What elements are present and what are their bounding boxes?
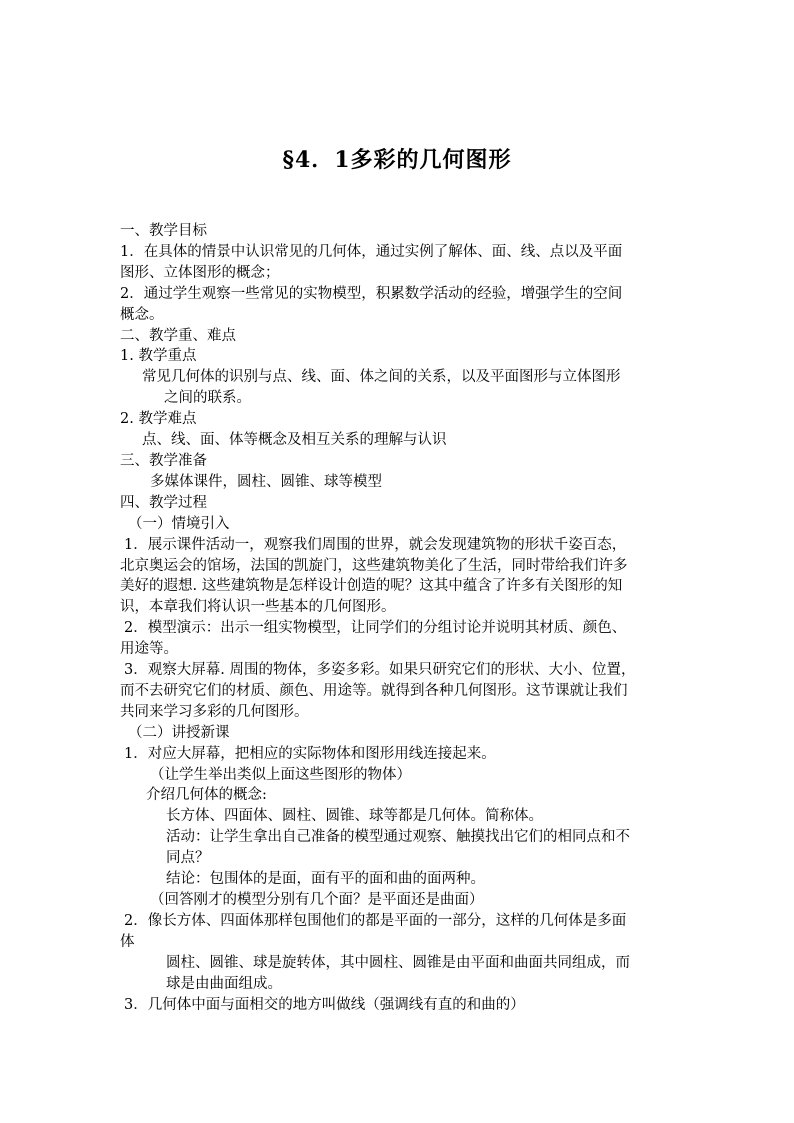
paragraph-line: 同点？ — [166, 850, 210, 867]
paragraph-line: 识，本章我们将认识一些基本的几何图形。 — [120, 599, 396, 616]
paragraph-line: 2．像长方体、四面体那样包围他们的都是平面的一部分，这样的几何体是多面 — [124, 912, 627, 929]
paragraph-line: 图形、立体图形的概念； — [120, 264, 280, 281]
paragraph-line: 多媒体课件，圆柱、圆锥、球等模型 — [150, 473, 382, 490]
paragraph-line: 3．观察大屏幕. 周围的物体，多姿多彩。如果只研究它们的形状、大小、位置， — [124, 662, 636, 679]
paragraph-line: 用途等。 — [120, 641, 178, 658]
paragraph-line: 概念。 — [120, 306, 164, 323]
paragraph-line: 2．通过学生观察一些常见的实物模型，积累数学活动的经验，增强学生的空间 — [120, 285, 623, 302]
paragraph-line: 之间的联系。 — [164, 390, 251, 407]
subsection-heading: 1. 教学重点 — [120, 348, 197, 365]
paragraph-line: （让学生举出类似上面这些图形的物体） — [150, 766, 411, 783]
paragraph-line: 而不去研究它们的材质、颜色、用途等。就得到各种几何图形。这节课就让我们 — [120, 682, 628, 699]
paragraph-line: 体 — [120, 933, 135, 950]
paragraph-line: 球是由曲面组成。 — [166, 975, 282, 992]
paragraph-line: 2．模型演示：出示一组实物模型，让同学们的分组讨论并说明其材质、颜色、 — [124, 620, 627, 637]
paragraph-line: 1．展示课件活动一，观察我们周围的世界，就会发现建筑物的形状千姿百态， — [124, 536, 627, 553]
paragraph-line: 北京奥运会的馆场，法国的凯旋门，这些建筑物美化了生活，同时带给我们许多 — [120, 557, 628, 574]
section-heading: 三、教学准备 — [120, 452, 207, 469]
paragraph-line: 长方体、四面体、圆柱、圆锥、球等都是几何体。简称体。 — [166, 808, 543, 825]
paragraph-line: 圆柱、圆锥、球是旋转体，其中圆柱、圆锥是由平面和曲面共同组成，而 — [166, 954, 630, 971]
paragraph-line: 常见几何体的识别与点、线、面、体之间的关系，以及平面图形与立体图形 — [142, 369, 621, 386]
paragraph-line: 共同来学习多彩的几何图形。 — [120, 703, 309, 720]
paragraph-line: （回答刚才的模型分别有几个面？是平面还是曲面） — [150, 892, 484, 908]
paragraph-line: 美好的遐想. 这些建筑物是怎样设计创造的呢？这其中蕴含了许多有关图形的知 — [120, 578, 623, 595]
paragraph-line: 介绍几何体的概念: — [146, 787, 267, 804]
section-heading: 二、教学重、难点 — [120, 327, 236, 344]
paragraph-line: 点、线、面、体等概念及相互关系的理解与认识 — [142, 432, 447, 449]
paragraph-line: 1．对应大屏幕，把相应的实际物体和图形用线连接起来。 — [124, 745, 496, 762]
page-title: §4．1多彩的几何图形 — [282, 147, 512, 173]
paragraph-line: 1．在具体的情景中认识常见的几何体，通过实例了解体、面、线、点以及平面 — [120, 243, 623, 260]
section-heading: 四、教学过程 — [120, 494, 207, 511]
paragraph-line: 3．几何体中面与面相交的地方叫做线（强调线有直的和曲的） — [124, 996, 525, 1013]
document-body — [120, 221, 676, 1015]
paragraph-line: 结论：包围体的是面，面有平的面和曲的面两种。 — [166, 871, 485, 888]
subsection-heading: （一）情境引入 — [128, 515, 230, 532]
section-heading: 一、教学目标 — [120, 223, 207, 239]
paragraph-line: 活动：让学生拿出自己准备的模型通过观察、触摸找出它们的相同点和不 — [166, 829, 630, 846]
subsection-heading: 2. 教学难点 — [120, 411, 197, 428]
subsection-heading: （二）讲授新课 — [128, 724, 230, 741]
